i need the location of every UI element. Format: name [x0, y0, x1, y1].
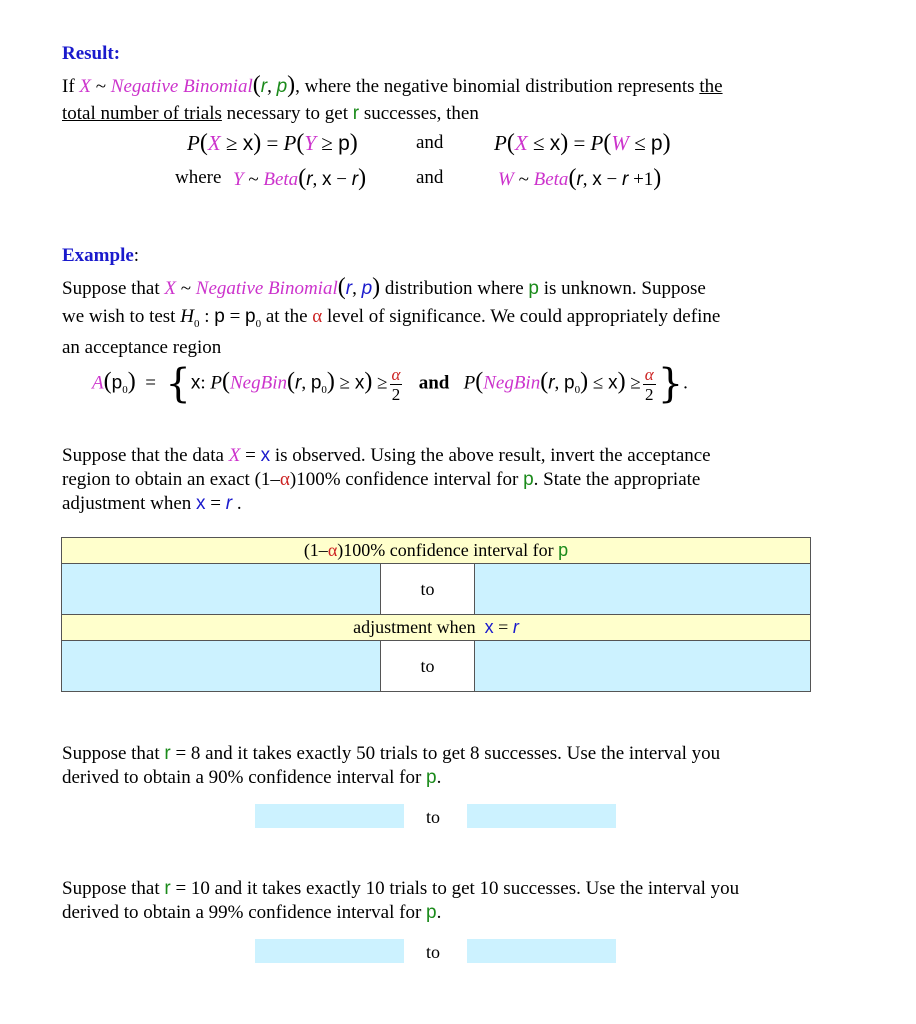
example-line-1: Suppose that X ~ Negative Binomial(r, p) distribution where p is unknown. Suppose: [62, 274, 706, 300]
q2-lower-bound-input[interactable]: [255, 939, 404, 963]
to-label: to: [381, 641, 475, 692]
q1-upper-bound-input[interactable]: [467, 804, 616, 828]
example-line-2: we wish to test $H_0$ : $p = p_0$ at the α level of significance. We could appropriately define: [62, 306, 721, 330]
underlined-total-trials: total number of trials: [62, 103, 222, 124]
q2-line-2: derived to obtain a 99% confidence interval for p.: [62, 902, 442, 923]
result-eq2-right: W ~ Beta(r, x − r +1): [498, 165, 662, 191]
table-header-interval: (1–α)100% confidence interval for p: [62, 538, 811, 564]
table-header-adjustment: adjustment when x = r: [62, 615, 811, 641]
result-eq1-and: and: [416, 132, 444, 153]
task-line-1: Suppose that the data X = x is observed. Using the above result, invert the acceptance: [62, 445, 711, 466]
result-line-2: total number of trials necessary to get r successes, then: [62, 103, 479, 124]
to-label: to: [381, 564, 475, 615]
result-heading: Result:: [62, 43, 121, 64]
adjustment-upper-bound-input[interactable]: [475, 641, 811, 692]
acceptance-region-formula: $A(p_0) = \{x$: P(NegBin(r, $p_0) \ge x$) ≥ $\frac{\alpha}{2}$ and P(NegBin(r, $p_0) \le x$) ≥ $\frac{\alpha}{2}$ }.: [92, 361, 688, 407]
confidence-interval-table: [61, 537, 811, 692]
result-line-1: If X ~ Negative Binomial(r, p), where the negative binomial distribution represents the: [62, 72, 723, 98]
example-heading: Example:: [62, 245, 140, 266]
result-eq1-left: P(X ≥ x) = P(Y ≥ p): [187, 130, 358, 156]
result-eq2-and: and: [416, 167, 444, 188]
q1-line-2: derived to obtain a 90% confidence interval for p.: [62, 767, 442, 788]
task-line-2: region to obtain an exact (1–α)100% confidence interval for p. State the appropriate: [62, 469, 701, 490]
adjustment-lower-bound-input[interactable]: [62, 641, 381, 692]
result-eq2-where: where: [175, 167, 222, 188]
to-label: to: [426, 807, 441, 827]
q2-upper-bound-input[interactable]: [467, 939, 616, 963]
interval-upper-bound-input[interactable]: [475, 564, 811, 615]
q1-line-1: Suppose that r = 8 and it takes exactly 50 trials to get 8 successes. Use the interval you: [62, 743, 721, 764]
result-eq2-left: Y ~ Beta(r, x − r): [233, 165, 367, 191]
underlined-the: the: [699, 76, 723, 97]
result-eq1-right: P(X ≤ x) = P(W ≤ p): [494, 130, 671, 156]
to-label: to: [426, 942, 441, 962]
q2-line-1: Suppose that r = 10 and it takes exactly 10 trials to get 10 successes. Use the interval you: [62, 878, 740, 899]
interval-lower-bound-input[interactable]: [62, 564, 381, 615]
example-line-3: an acceptance region: [62, 337, 222, 358]
task-line-3: adjustment when x = r .: [62, 493, 242, 514]
q1-lower-bound-input[interactable]: [255, 804, 404, 828]
